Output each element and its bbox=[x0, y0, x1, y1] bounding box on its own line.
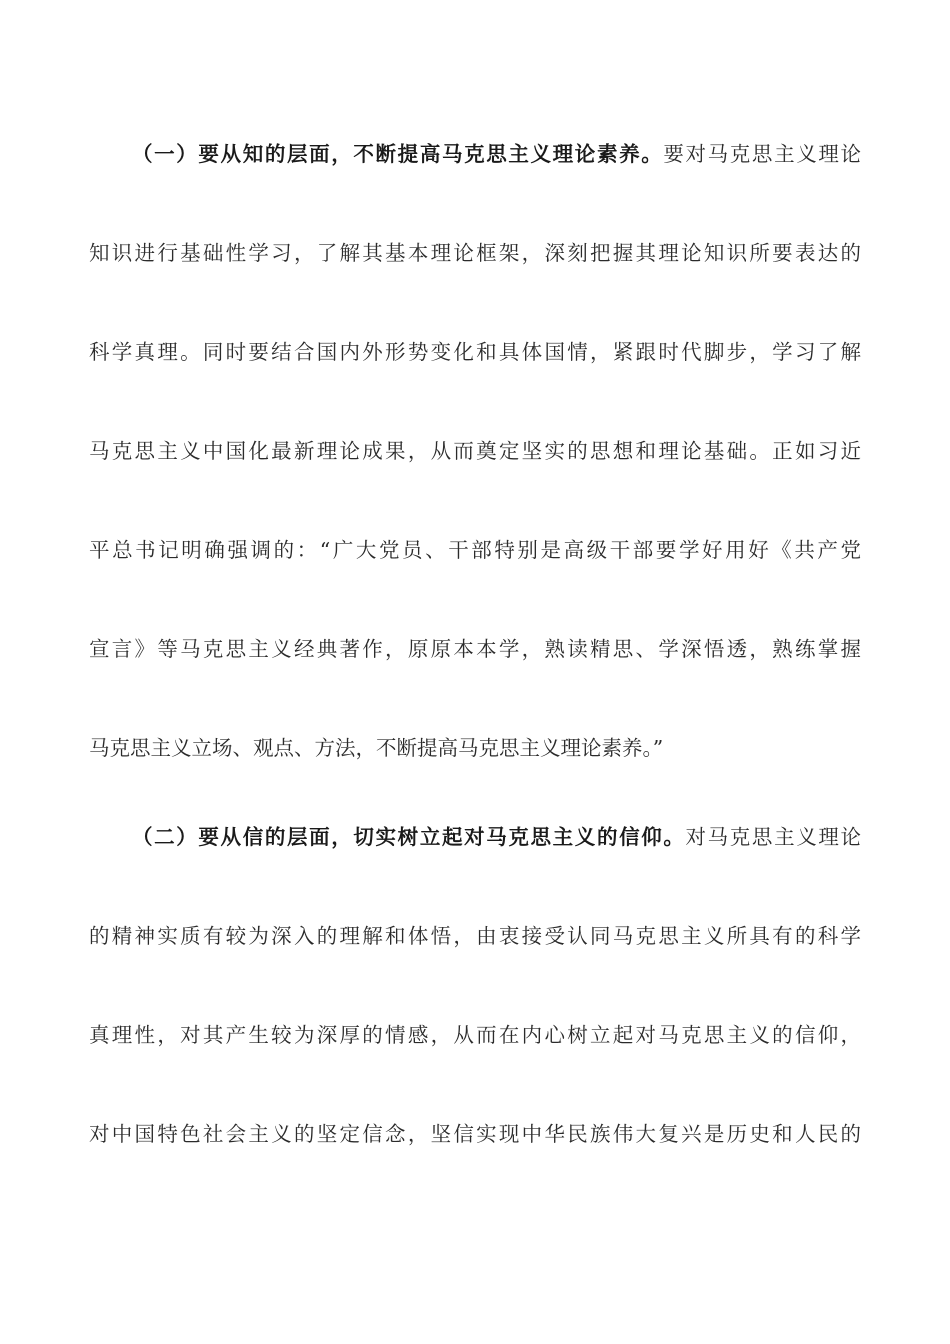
paragraph-2-line-1 bbox=[132, 817, 861, 857]
paragraph-1-line-6: 宣言》等马克思主义经典著作，原原本本学，熟读精思、学深悟透，熟练掌握 bbox=[89, 637, 861, 661]
paragraph-1-line-5: 平总书记明确强调的：“广大党员、干部特别是高级干部要学好用好《共产党 bbox=[89, 538, 861, 562]
line-text: 要对马克思主义理论 bbox=[663, 142, 861, 166]
paragraph-1-line-1 bbox=[132, 134, 861, 174]
paragraph-1-line-4: 马克思主义中国化最新理论成果，从而奠定坚实的思想和理论基础。正如习近 bbox=[89, 439, 861, 463]
line-text: 对马克思主义理论 bbox=[685, 825, 861, 849]
paragraph-2-line-3: 真理性，对其产生较为深厚的情感，从而在内心树立起对马克思主义的信仰， bbox=[89, 1023, 861, 1047]
paragraph-1-line-3: 科学真理。同时要结合国内外形势变化和具体国情，紧跟时代脚步，学习了解 bbox=[89, 340, 861, 364]
section-heading-1: （一）要从知的层面，不断提高马克思主义理论素养。 bbox=[132, 142, 664, 166]
paragraph-2-line-2: 的精神实质有较为深入的理解和体悟，由衷接受认同马克思主义所具有的科学 bbox=[89, 924, 861, 948]
paragraph-1-line-2: 知识进行基础性学习，了解其基本理论框架，深刻把握其理论知识所要表达的 bbox=[89, 241, 861, 265]
paragraph-2-line-4: 对中国特色社会主义的坚定信念，坚信实现中华民族伟大复兴是历史和人民的 bbox=[89, 1122, 861, 1146]
paragraph-1-line-7: 马克思主义立场、观点、方法，不断提高马克思主义理论素养。” bbox=[89, 736, 664, 760]
section-heading-2: （二）要从信的层面，切实树立起对马克思主义的信仰。 bbox=[132, 825, 686, 849]
